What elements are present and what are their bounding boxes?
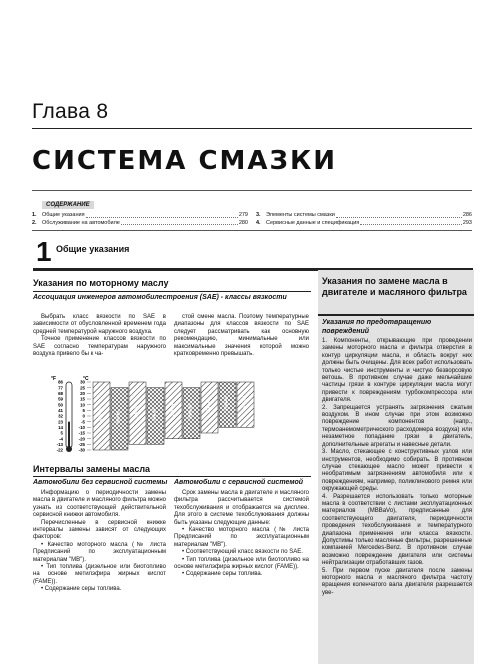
intervals-right-text: [174, 490, 309, 579]
toc-text: Сервисные данные и спецификация: [266, 219, 360, 226]
fahrenheit-tick: -4: [59, 436, 63, 442]
bullet: • Тип топлива (дизельное или биотопливо на основе метилэфира жирных кислот (FAME)).: [33, 564, 166, 585]
page-title: СИСТЕМА СМАЗКИ: [32, 146, 338, 176]
fahrenheit-axis: [57, 380, 64, 453]
fahrenheit-tick: 14: [58, 424, 63, 430]
fahrenheit-tick: 23: [58, 419, 63, 425]
grade-label: 10W-30: [187, 404, 193, 419]
toc-right-column: [256, 212, 472, 227]
fahrenheit-tick: -22: [56, 447, 63, 453]
sidebar-subheading: Указания по предотвращению повреждений: [322, 319, 432, 335]
celsius-tick: -15: [78, 430, 85, 436]
toc-left-column: [32, 212, 248, 227]
bullet: • Соответствующий класс вязкости по SAE.: [182, 549, 303, 556]
oil-heading-rule: [33, 291, 311, 292]
toc-entry[interactable]: [256, 212, 472, 220]
viscosity-chart: [33, 374, 311, 454]
celsius-tick: -30: [78, 447, 85, 453]
paragraph: Информацию о периодичности замены масла в двигателе и масляного фильтра можно узнать из соответствующей действительной сервисной книжки автомобиля.: [33, 490, 166, 519]
toc-entry[interactable]: [32, 212, 248, 220]
fahrenheit-tick: 32: [58, 413, 63, 419]
toc-num: 4.: [256, 219, 261, 226]
fahrenheit-tick: 41: [58, 407, 63, 413]
celsius-tick: 15: [80, 396, 85, 402]
chapter-rule: [32, 128, 472, 129]
grade-label: 15W-40: [205, 398, 211, 414]
unit-label: °F: [51, 376, 57, 382]
fahrenheit-tick: 86: [58, 379, 63, 385]
fahrenheit-tick: 68: [58, 390, 63, 396]
bullet: • Качество моторного масла (№ листа Предписаний по эксплуатационным материалам "MB").: [174, 527, 309, 548]
celsius-tick: 20: [80, 390, 85, 396]
unit-label: °C: [83, 376, 89, 382]
paragraph: Точное применение классов вязкости по SAE согласно температурам наружного воздуха привело бы к ча-: [33, 336, 166, 358]
bullet: • Содержание серы топлива.: [41, 586, 122, 593]
intervals-heading: Интервалы замены масла: [33, 464, 151, 474]
celsius-tick: -20: [78, 436, 85, 442]
toc-heading: СОДЕРЖАНИЕ: [42, 201, 94, 209]
celsius-axis: [79, 380, 91, 453]
oil-heading: Указания по моторному маслу: [33, 278, 169, 288]
toc-text: Общие указания: [42, 212, 85, 218]
toc-entry[interactable]: [32, 220, 248, 228]
fahrenheit-tick: 77: [58, 385, 63, 391]
grade-label: 20W-40: [223, 395, 229, 411]
fahrenheit-tick: 50: [58, 402, 63, 408]
chapter-label: Глава 8: [32, 100, 109, 123]
celsius-tick: 30: [80, 379, 85, 385]
sae-subheading: Ассоциация инженеров автомобилестроения (SAE) - классы вязкости: [33, 294, 287, 301]
grade-label: 5W-30: [151, 408, 157, 421]
toc-page: 279: [238, 212, 248, 218]
toc-page: 293: [462, 219, 472, 226]
grade-label: 5W-40: [133, 405, 139, 418]
celsius-tick: -25: [78, 441, 85, 447]
bullet: • Качество моторного масла (№ листа Предписаний по эксплуатационным материалам "MB").: [33, 541, 166, 563]
list-item: 1. Компоненты, открывающие при проведении замены моторного масла и фильтра отверстия в контур циркуляции масла, и область вокруг них должны быть очищены. Для всех работ использовать только чистые инструменты и чистую безворсовую ветошь. В противном случае даже мельчайшие частицы грязи в контуре циркуляции масла могут привести к повреждениям турбокомпрессора или двигателя.: [322, 338, 472, 404]
paragraph: Выбрать класс вязкости по SAE в зависимости от обусловленной временем года средней температурой наружного воздуха.: [33, 314, 166, 335]
thermometer-fill: [68, 422, 70, 448]
thermometer-bulb: [66, 446, 72, 452]
celsius-tick: 5: [82, 407, 85, 413]
paragraph: Перечисленные в сервисной книжке интервалы замены зависят от следующих факторов:: [33, 519, 166, 541]
paragraph: Срок замены масла в двигателе и масляного фильтра рассчитывается системой техобслуживания и отображается на дисплее. Для этого в системе техобслуживания должны быть указаны следующие данные:: [174, 490, 309, 526]
celsius-tick: -10: [78, 424, 85, 430]
section-number: 1: [36, 236, 52, 267]
sidebar-heading: Указания по замене масла в двигателе и масляного фильтра: [322, 276, 467, 297]
toc-page: 280: [238, 219, 248, 226]
celsius-tick: 0: [82, 413, 85, 419]
intervals-left-subheading: Автомобили с сервисной системой: [174, 479, 304, 486]
grade-label: 0W-40: [97, 408, 103, 421]
toc-num: 3.: [256, 212, 261, 218]
celsius-tick: 25: [80, 385, 85, 391]
toc-num: 2.: [32, 219, 37, 226]
list-item: 2. Запрещается устранять загрязнения сжатым воздухом. В ином случае при этом возможно повреждение компонентов (напр., термоанемометрического расходомера воздуха) или незаметное попадание грязи в двигатель, дополнительные агрегаты и навесные детали.: [322, 404, 472, 448]
list-item: 3. Масло, стекающее с конструктивных узлов или инструментов, необходимо собирать. В противном случае стекающее масло может привести к необратимым загрязнениям автомобиля или к повреждениям, например, поликлинового ремня или окружающей среды.: [322, 449, 472, 493]
intervals-left-text: [33, 490, 166, 594]
intervals-right-subheading: Автомобили без сервисной системы: [33, 479, 168, 486]
fahrenheit-tick: 5: [60, 430, 63, 436]
list-item: 5. При первом пуске двигателя после замены моторного масла и масляного фильтра частоту вращения коленчатого вала двигателя разрешается уве-: [322, 567, 472, 596]
toc-text: Элементы системы смазки: [266, 212, 335, 218]
toc-page: 286: [462, 212, 472, 218]
intervals-rule: [33, 476, 311, 477]
toc-num: 1.: [32, 212, 37, 218]
grade-label: 0W-30: [115, 411, 121, 424]
bullet: • Содержание серы топлива.: [182, 571, 263, 578]
list-item: 4. Разрешается использовать только моторные масла в соответствии с листами эксплуатационных материалов (MBBaVo), предписанные для соответствующего двигателя, периодичности проведения техобслуживания и температурного диапазона применения или класса вязкости. Допустимы только масляные фильтры, разрешенные компанией Mercedes-Benz. В противном случае возможно повреждение двигателя или системы нейтрализации отработавших газов.: [322, 493, 472, 567]
table-of-contents: [32, 190, 472, 231]
oil-text-col2: [174, 314, 309, 358]
grade-label: 20W-50: [241, 395, 247, 411]
bullet: • Тип топлива (дизельное или биотопливо на основе метилэфира жирных кислот (FAME)).: [174, 556, 309, 571]
fahrenheit-tick: -13: [56, 441, 63, 447]
paragraph: стой смене масла. Поэтому температурные диапазоны для классов вязкости по SAE следует рассматривать как основную рекомендацию, минимальные или максимальные значения которой можно кратковременно превышать.: [174, 314, 309, 358]
toc-entry[interactable]: [256, 220, 472, 228]
sidebar-rule: [318, 314, 474, 316]
grade-label: 10W-40: [169, 401, 175, 417]
celsius-tick: -5: [81, 419, 85, 425]
fahrenheit-tick: 59: [58, 396, 63, 402]
section-title: Общие указания: [56, 244, 130, 254]
toc-text: Обслуживание на автомобиле: [42, 219, 120, 226]
sidebar-text: [322, 338, 472, 597]
celsius-tick: 10: [80, 402, 85, 408]
oil-text-col1: [33, 314, 166, 358]
